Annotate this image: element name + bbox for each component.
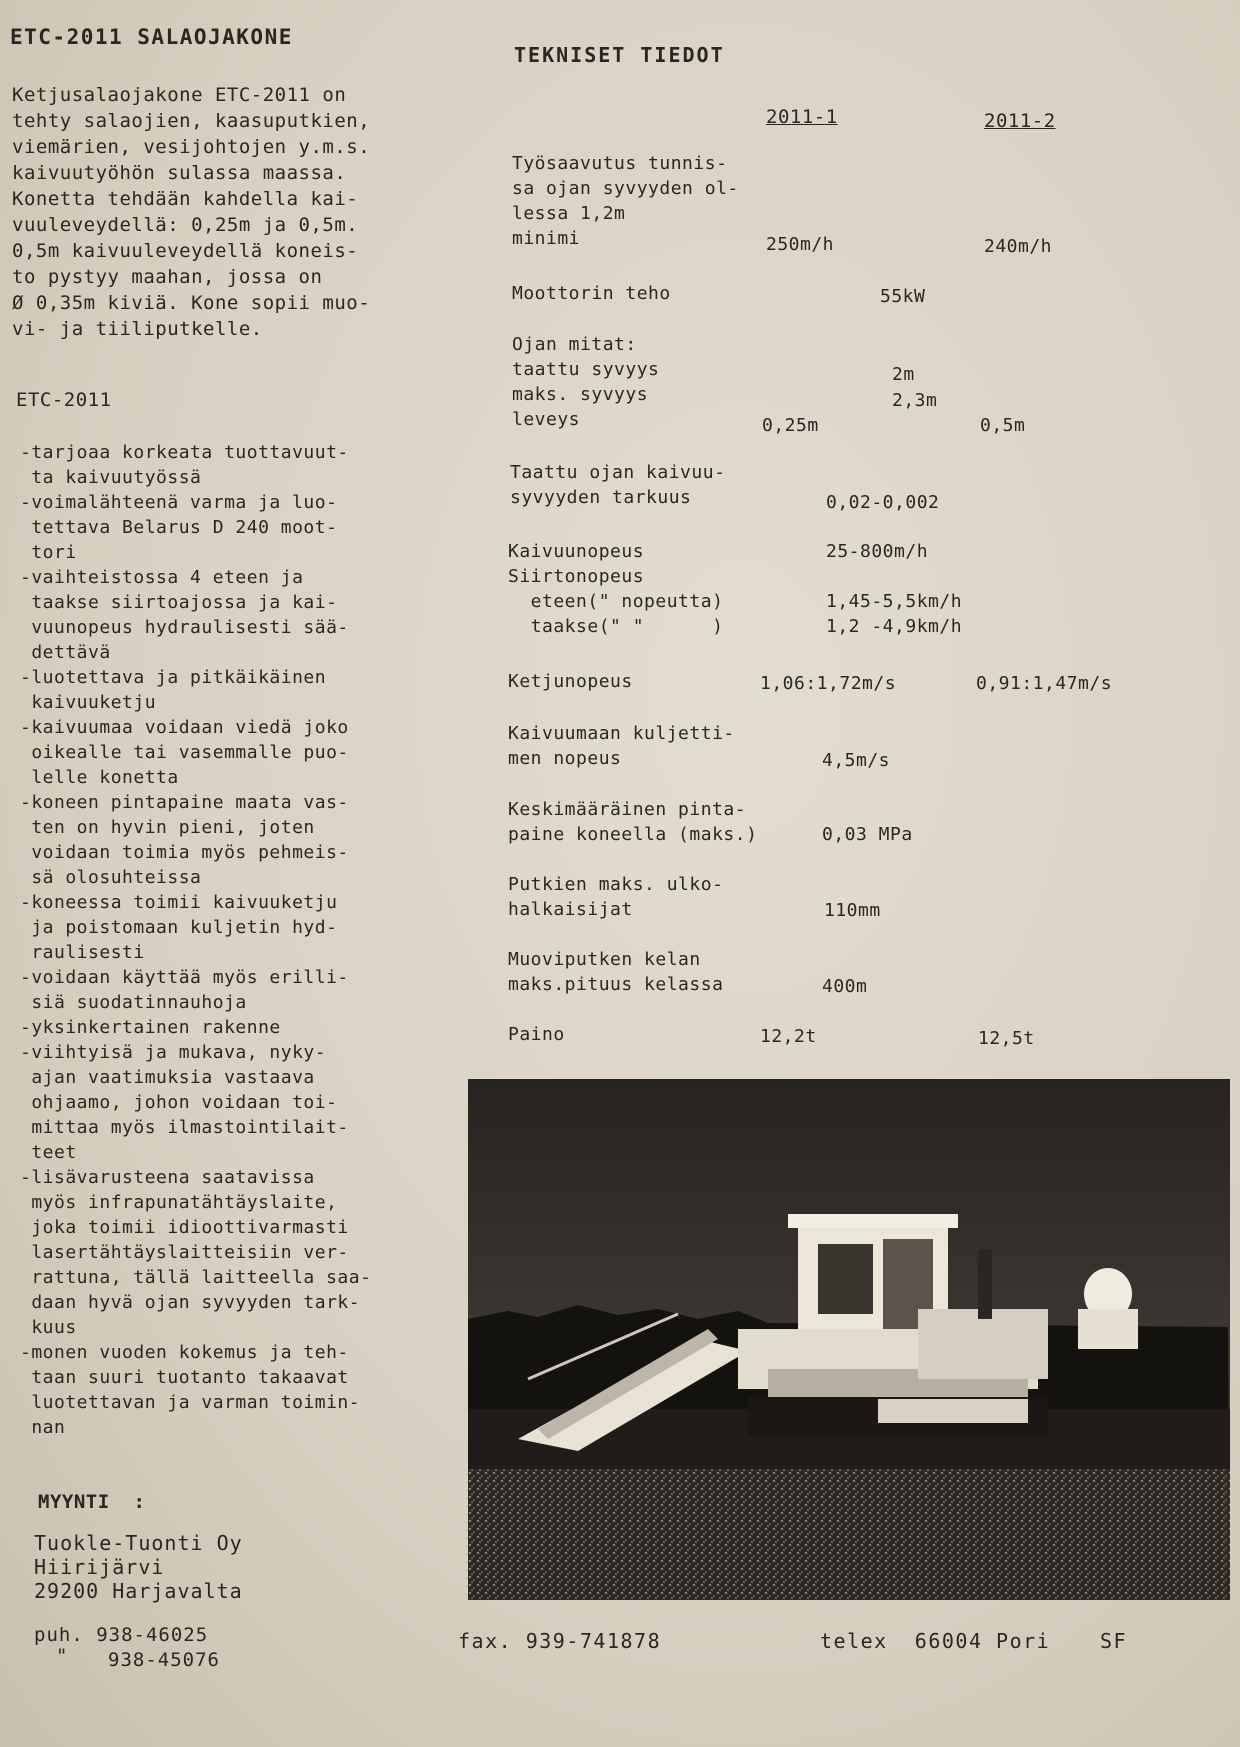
- specs-column-2011-1: 2011-1: [766, 106, 838, 128]
- spec-value-width-2: 0,5m: [980, 415, 1026, 436]
- spec-label-engine-power: Moottorin teho: [512, 283, 671, 304]
- trencher-image: [468, 1079, 1230, 1600]
- spec-label-pipe-diameter: Putkien maks. ulko- halkaisijat: [508, 874, 724, 920]
- features-heading: ETC-2011: [16, 389, 112, 411]
- spec-label-depth-accuracy: Taattu ojan kaivuu- syvyyden tarkuus: [510, 462, 726, 508]
- spec-label-ground-pressure: Keskimääräinen pinta- paine koneella (maks.): [508, 799, 758, 845]
- spec-label-speeds: Kaivuunopeus Siirtonopeus eteen(" nopeutta) taakse(" " ): [508, 541, 724, 637]
- spec-value-reel-length: 400m: [822, 976, 868, 997]
- fax-number: fax. 939-741878: [458, 1629, 662, 1653]
- spec-value-output-1: 250m/h: [766, 234, 835, 255]
- spec-value-output-2: 240m/h: [984, 236, 1053, 257]
- document-title: ETC-2011 SALAOJAKONE: [10, 25, 293, 49]
- spec-label-trench-dimensions: Ojan mitat: taattu syvyys maks. syvyys leveys: [512, 334, 660, 430]
- features-list: -tarjoaa korkeata tuottavuut- ta kaivuutyössä -voimalähteenä varma ja luo- tettava Belarus D 240 moot- tori -vaihteistossa 4 eteen ja taakse siirtoajossa ja kai- vuunopeus hydraulisesti sää- dettävä -luotettava ja pitkäikäinen kaivuuketju -kaivuumaa voidaan viedä joko oikealle tai vasemmalle puo- lelle konetta -koneen pintapaine maata vas- ten on hyvin pieni, joten voidaan toimia myös pehmeis- sä olosuhteissa -koneessa toimii kaivuuketju ja poistomaan kuljetin hyd- raulisesti -voidaan käyttää myös erilli- siä suodatinnauhoja -yksinkertainen rakenne -viihtyisä ja mukava, nyky- ajan vaatimuksia vastaava ohjaamo, johon voidaan toi- mittaa myös ilmastointilait- teet -lisävarusteena saatavissa myös infrapunatähtäyslaite, joka toimii idioottivarmasti lasertähtäyslaitteisiin ver- rattuna, tällä laitteella saa- daan hyvä ojan syvyyden tark- kuus -monen vuoden kokemus ja teh- taan suuri tuotanto takaavat luotettavan ja varman toimin- nan: [20, 442, 372, 1438]
- sales-heading: MYYNTI :: [38, 1491, 146, 1513]
- machine-photo: [468, 1079, 1230, 1600]
- sales-address: Tuokle-Tuonti Oy Hiirijärvi 29200 Harjavalta: [34, 1531, 243, 1603]
- spec-value-chain-speed-1: 1,06:1,72m/s: [760, 673, 897, 694]
- intro-paragraph: Ketjusalaojakone ETC-2011 on tehty salaojien, kaasuputkien, viemärien, vesijohtojen y.m.s. kaivuutyöhön sulassa maassa. Konetta tehdään kahdella kai- vuuleveydellä: 0,25m ja 0,5m. 0,5m kaivuuleveydellä koneis- to pystyy maahan, jossa on Ø 0,35m kiviä. Kone sopii muo- vi- ja tiiliputkelle.: [12, 84, 371, 340]
- spec-label-reel-length: Muoviputken kelan maks.pituus kelassa: [508, 949, 724, 995]
- spec-label-output: Työsaavutus tunnis- sa ojan syvyyden ol- lessa 1,2m minimi: [512, 153, 739, 249]
- spec-value-ground-pressure: 0,03 MPa: [822, 824, 913, 845]
- spec-value-trench-depths: 2m 2,3m: [892, 364, 938, 411]
- spec-value-chain-speed-2: 0,91:1,47m/s: [976, 673, 1113, 694]
- spec-label-chain-speed: Ketjunopeus: [508, 671, 633, 692]
- spec-value-engine-power: 55kW: [880, 286, 926, 307]
- country-code: SF: [1100, 1629, 1128, 1653]
- phone-number-1: puh. 938-46025: [34, 1624, 209, 1646]
- telex-number: telex 66004 Pori: [820, 1629, 1051, 1653]
- phone-number-2: 938-45076: [108, 1649, 220, 1671]
- specs-title: TEKNISET TIEDOT: [514, 43, 725, 67]
- specs-column-2011-2: 2011-2: [984, 110, 1056, 132]
- spec-value-depth-accuracy: 0,02-0,002: [826, 492, 940, 513]
- spec-value-conveyor-speed: 4,5m/s: [822, 750, 891, 771]
- spec-label-conveyor-speed: Kaivuumaan kuljetti- men nopeus: [508, 723, 735, 769]
- spec-label-weight: Paino: [508, 1024, 565, 1045]
- spec-value-weight-1: 12,2t: [760, 1026, 817, 1047]
- spec-value-pipe-diameter: 110mm: [824, 900, 881, 921]
- ditto-mark: ": [56, 1645, 68, 1667]
- spec-value-width-1: 0,25m: [762, 415, 819, 436]
- spec-value-weight-2: 12,5t: [978, 1028, 1035, 1049]
- spec-value-speeds: 25-800m/h 1,45-5,5km/h 1,2 -4,9km/h: [826, 541, 963, 637]
